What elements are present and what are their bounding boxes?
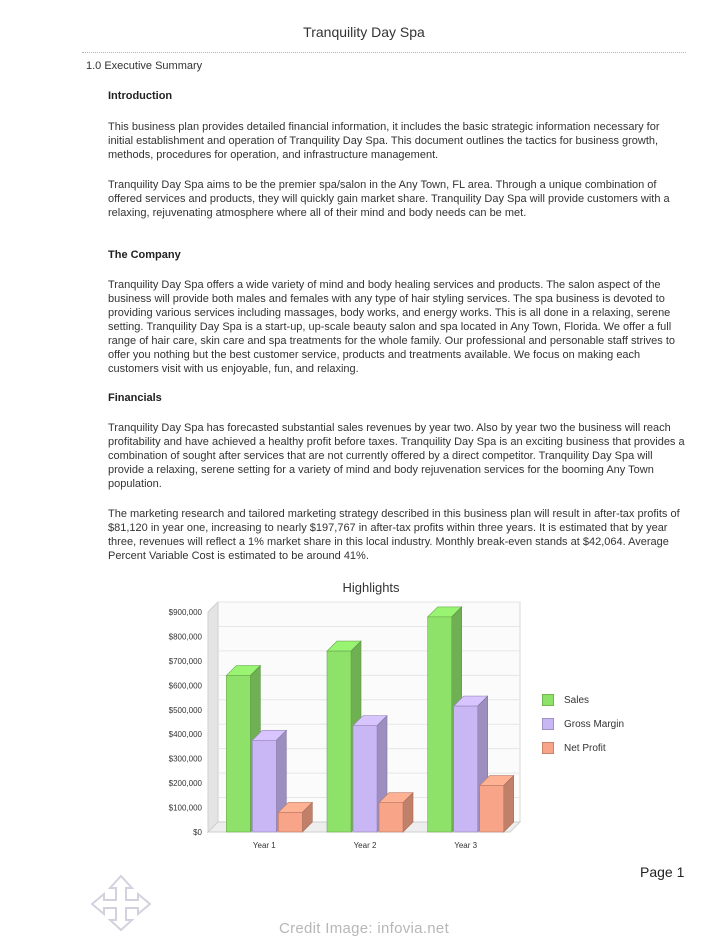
x-tick-label: Year 2 bbox=[353, 841, 377, 850]
legend-item-gross-margin bbox=[542, 712, 624, 736]
bar-net-profit bbox=[278, 812, 302, 832]
paragraph-intro-2: Tranquility Day Spa aims to be the premier spa/salon in the Any Town, FL area. Through a unique combination of offered services and products, they will quickly gain market share. Tranquility Day Spa will provide customers with a relaxing, rejuvenating atmosphere where all of their mind and body needs can be met. bbox=[108, 179, 670, 219]
bar-sales bbox=[327, 651, 351, 832]
bar-gross-margin bbox=[454, 706, 478, 832]
legend-swatch-net-profit bbox=[542, 742, 554, 754]
y-tick-label: $300,000 bbox=[168, 754, 202, 764]
x-tick-label: Year 3 bbox=[454, 841, 478, 850]
x-tick-label: Year 1 bbox=[252, 841, 276, 850]
bar-net-profit bbox=[379, 803, 403, 832]
paragraph-company-1: Tranquility Day Spa offers a wide variety of mind and body healing services and products. The salon aspect of the business will provide both males and females with any type of hair styling services. The spa business is devoted to providing various services including massages, body works, and energy works. This is all done in a relaxing, serene setting. Tranquility Day Spa is a start-up, up-scale beauty salon and spa located in Any Town, Florida. We offer a full range of hair care, skin care and spa treatments for the whole family. Our professional and personable staff strives to offer you nothing but the best customer service, products and treatments available. We focus on making each customers visit with us enjoyable, fun, and relaxing. bbox=[108, 279, 675, 375]
bar-side-net-profit bbox=[504, 776, 514, 832]
y-tick-label: $700,000 bbox=[168, 656, 202, 666]
legend-label-sales: Sales bbox=[564, 694, 590, 706]
document-title: Tranquility Day Spa bbox=[303, 24, 425, 40]
bar-sales bbox=[226, 676, 250, 832]
y-tick-label: $400,000 bbox=[168, 730, 202, 740]
section-title: 1.0 Executive Summary bbox=[86, 60, 203, 72]
paragraph-intro-1: This business plan provides detailed financial information, it includes the basic strategic information necessary for initial establishment and operation of Tranquility Day Spa. This document outlines the tactics for business growth, methods, procedures for operation, and infrastructure management. bbox=[108, 121, 660, 161]
page-number: Page 1 bbox=[640, 864, 685, 880]
image-credit: Credit Image: infovia.net bbox=[278, 920, 450, 937]
highlights-chart bbox=[150, 600, 530, 860]
paragraph-financials-1: Tranquility Day Spa has forecasted substantial sales revenues by year two. Also by year two the business will reach profitability and have achieved a healthy profit before taxes. Tranquility Day Spa is an exciting business that provides a combination of sought after services that are not currently offered by a direct competitor. Tranquility Day Spa will provide a relaxing, serene setting for a variety of mind and body rejuvenation services for the booming Any Town population. bbox=[108, 422, 685, 490]
chart-legend bbox=[542, 688, 624, 760]
legend-item-net-profit bbox=[542, 736, 624, 760]
y-tick-label: $500,000 bbox=[168, 705, 202, 715]
chart-title: Highlights bbox=[342, 580, 400, 595]
y-tick-label: $0 bbox=[193, 828, 202, 837]
legend-item-sales bbox=[542, 688, 624, 712]
y-tick-label: $600,000 bbox=[168, 681, 202, 691]
legend-label-gross-margin: Gross Margin bbox=[564, 718, 625, 730]
legend-label-net-profit: Net Profit bbox=[564, 742, 606, 754]
heading-company: The Company bbox=[108, 249, 181, 261]
y-tick-label: $800,000 bbox=[168, 632, 202, 642]
heading-introduction: Introduction bbox=[108, 90, 173, 102]
bar-sales bbox=[428, 617, 452, 832]
chart-side-wall bbox=[208, 602, 218, 832]
heading-financials: Financials bbox=[108, 392, 162, 404]
bar-gross-margin bbox=[252, 740, 276, 832]
legend-swatch-sales bbox=[542, 694, 554, 706]
y-tick-label: $200,000 bbox=[168, 779, 202, 789]
header-divider bbox=[82, 52, 686, 53]
y-tick-label: $100,000 bbox=[168, 803, 202, 813]
bar-net-profit bbox=[480, 786, 504, 832]
y-tick-label: $900,000 bbox=[168, 608, 202, 617]
bar-gross-margin bbox=[353, 726, 377, 832]
legend-swatch-gross-margin bbox=[542, 718, 554, 730]
paragraph-financials-2: The marketing research and tailored marketing strategy described in this business plan will result in after-tax profits of $81,120 in year one, increasing to nearly $197,767 in after-tax profits within three years. It is estimated that by year three, revenues will reflect a 1% market share in this local industry. Monthly break-even stands at $42,064. Average Percent Variable Cost is estimated to be around 41%. bbox=[108, 508, 680, 562]
